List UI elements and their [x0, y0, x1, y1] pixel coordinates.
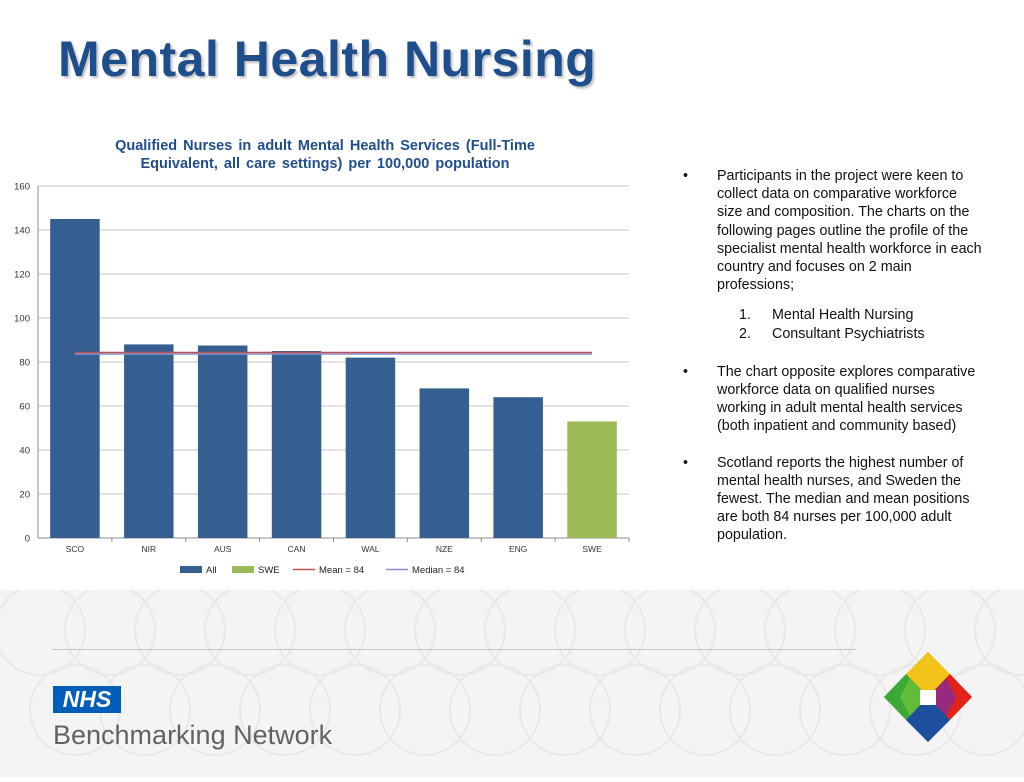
numbered-sublist: [683, 306, 983, 342]
x-tick-label: AUS: [213, 544, 232, 554]
bullet-text: Scotland reports the highest number of mental health nurses, and Sweden the fewest. The median and mean positions are both 84 nurses per 100,000 adult population.: [717, 454, 970, 544]
chart-title: [60, 137, 590, 173]
y-tick-label: 40: [19, 445, 30, 457]
y-tick-label: 140: [14, 225, 30, 237]
sublist-number: 1.: [739, 307, 751, 324]
chart-title-line-1: Qualified Nurses in adult Mental Health Services (Full-Time: [115, 138, 535, 154]
x-tick-label: ENG: [508, 544, 528, 554]
bullet-text: The chart opposite explores comparative workforce data on qualified nurses working in adult mental health services (both inpatient and community based): [717, 363, 976, 435]
bar-nze: [420, 388, 469, 538]
organisation-name: Benchmarking Network: [53, 720, 333, 750]
network-logo-icon: [880, 648, 976, 746]
bar-chart: [0, 170, 650, 590]
legend-all-swatch: [180, 566, 202, 573]
bar-swe: [567, 421, 616, 538]
y-tick-label: 120: [14, 269, 30, 281]
bullet-item: [683, 167, 983, 294]
x-tick-label: SCO: [65, 544, 85, 554]
legend-swe-swatch: [232, 566, 254, 573]
y-tick-label: 160: [14, 181, 30, 193]
sublist-item: [683, 325, 983, 343]
y-tick-label: 60: [19, 401, 30, 413]
x-tick-label: CAN: [287, 544, 306, 554]
sublist-text: Consultant Psychiatrists: [772, 325, 925, 342]
x-tick-label: NZE: [435, 544, 453, 554]
legend-mean-label: Mean = 84: [319, 565, 365, 576]
bar-nir: [124, 344, 173, 538]
bar-can: [272, 351, 321, 538]
bar-aus: [198, 346, 247, 539]
bullet-item: [683, 454, 983, 545]
bar-eng: [493, 397, 542, 538]
x-tick-label: SWE: [582, 544, 602, 554]
page-title: Mental Health Nursing: [58, 31, 597, 87]
bar-sco: [50, 219, 99, 538]
bar-wal: [346, 358, 395, 538]
legend-swe-label: SWE: [258, 565, 280, 576]
sublist-item: [683, 306, 983, 324]
nhs-logo: NHS: [53, 686, 121, 713]
bullet-item: [683, 363, 983, 436]
y-tick-label: 20: [19, 489, 30, 501]
x-tick-label: NIR: [141, 544, 157, 554]
chart-title-line-2: Equivalent, all care settings) per 100,000 population: [140, 156, 510, 172]
y-tick-label: 100: [14, 313, 30, 325]
bullet-text: Participants in the project were keen to collect data on comparative workforce size and composition. The charts on the following pages outline the profile of the specialist mental health workforce in each country and focuses on 2 main professions;: [717, 168, 982, 294]
footer-divider: [52, 649, 856, 650]
bullet-marker: •: [683, 168, 689, 184]
x-tick-label: WAL: [361, 544, 380, 554]
bullet-list: [683, 167, 983, 563]
bullet-marker: •: [683, 363, 689, 380]
y-tick-label: 0: [24, 533, 30, 545]
legend-median-label: Median = 84: [412, 565, 465, 576]
sublist-number: 2.: [739, 325, 751, 342]
bullet-marker: •: [683, 454, 689, 471]
legend-all-label: All: [206, 565, 217, 576]
sublist-text: Mental Health Nursing: [772, 307, 914, 324]
y-tick-label: 80: [19, 357, 30, 369]
